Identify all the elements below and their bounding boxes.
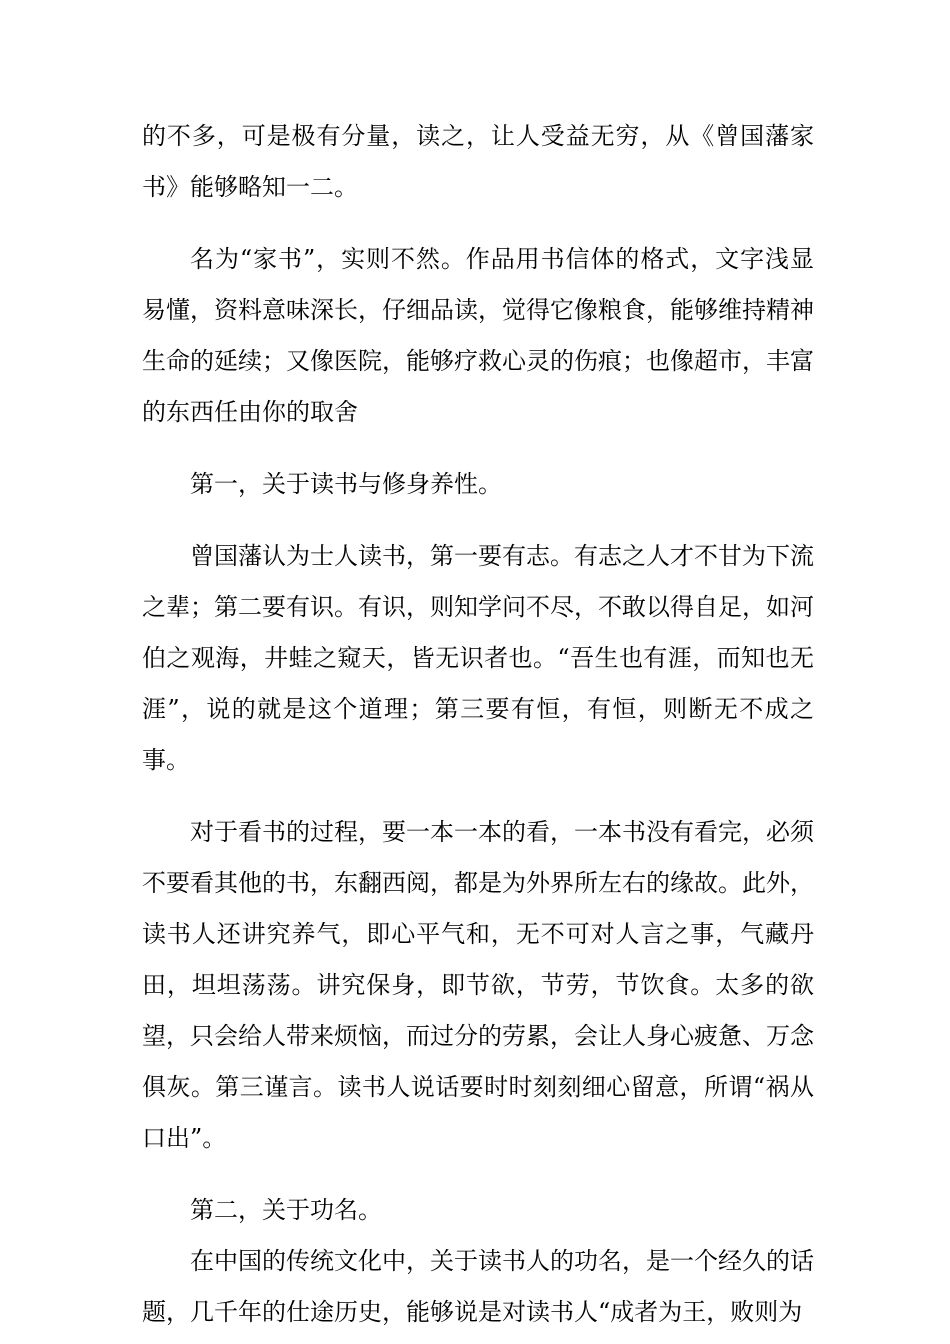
paragraph-reading-process: 对于看书的过程，要一本一本的看，一本书没有看完，必须不要看其他的书，东翻西阅，都是为外界所左右的缘故。此外，读书人还讲究养气，即心平气和，无不可对人言之事，气藏丹田，坦坦荡荡。讲究保身，即节欲，节劳，节饮食。太多的欲望，只会给人带来烦恼，而过分的劳累，会让人身心疲惫、万念俱灰。第三谨言。读书人说话要时时刻刻细心留意，所谓“祸从口出”。 — [142, 818, 814, 1152]
heading-first-reading: 第一，关于读书与修身养性。 — [190, 470, 502, 498]
paragraph-continuation: 的不多，可是极有分量，读之，让人受益无穷，从《曾国藩家书》能够略知一二。 — [142, 122, 814, 201]
paragraph-reading-aims: 曾国藩认为士人读书，第一要有志。有志之人才不甘为下流之辈；第二要有识。有识，则知学问不尽，不敢以得自足，如河伯之观海，井蛙之窥天，皆无识者也。“吾生也有涯，而知也无涯”，说的就是这个道理；第三要有恒，有恒，则断无不成之事。 — [142, 542, 814, 774]
paragraph-family-letters: 名为“家书”，实则不然。作品用书信体的格式，文字浅显易懂，资料意味深长，仔细品读，觉得它像粮食，能够维持精神生命的延续；又像医院，能够疗救心灵的伤痕；也像超市，丰富的东西任由你的取舍 — [142, 245, 814, 426]
heading-second-fame: 第二，关于功名。 — [190, 1196, 382, 1224]
paragraph-fame: 在中国的传统文化中，关于读书人的功名，是一个经久的话题，几千年的仕途历史，能够说是对读书人“成者为王，败则为 — [142, 1247, 814, 1326]
document-body — [142, 111, 814, 1338]
